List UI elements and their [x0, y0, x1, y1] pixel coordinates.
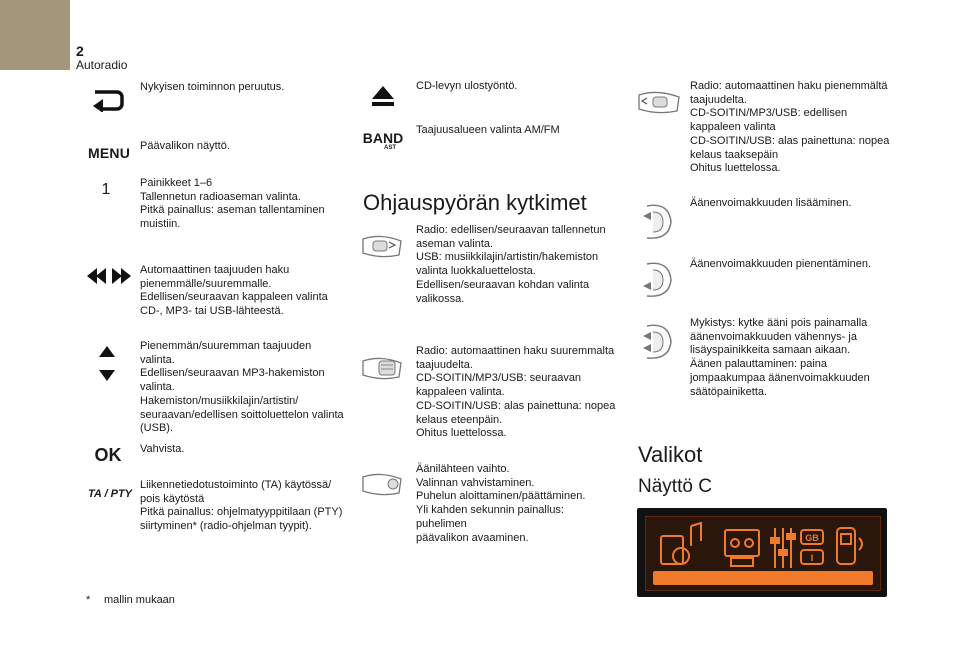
cassette-icon: [725, 530, 759, 566]
rewind-forward-icon: [86, 266, 132, 286]
menus-heading: Valikot: [638, 442, 703, 467]
display-label-i: I: [810, 553, 814, 563]
left-item-6: Liikennetiedotustoiminto (TA) käytössä/ pois käytöstä Pitkä painallus: ohjelmatyyppitilaan (PTY) siirtyminen* (radio-ohjelman tyypit).: [140, 479, 343, 533]
eject-icon: [370, 84, 396, 108]
left-item-3: Automaattinen taajuuden haku pienemmälle/suuremmalle. Edellisen/seuraavan kappaleen valinta CD-, MP3- tai USB-lähteestä.: [140, 264, 328, 318]
right-item-1: Äänenvoimakkuuden lisääminen.: [690, 197, 852, 209]
stalk-end-button-icon: [360, 470, 404, 498]
chapter-number: 2: [76, 43, 84, 59]
ta-pty-text-icon: TA / PTY: [88, 488, 132, 500]
return-arrow-icon: [88, 86, 128, 114]
ok-text-icon: OK: [94, 444, 122, 465]
right-item-0: Radio: automaattinen haku pienemmältä taajuudelta. CD-SOITIN/MP3/USB: edellisen kappaleen valinta CD-SOITIN/USB: alas painettuna: nopea kelaus taaksepäin Ohitus luettelossa.: [690, 80, 890, 175]
stalk-rotate-button-icon: [360, 354, 404, 382]
steering-heading: Ohjauspyörän kytkimet: [363, 190, 587, 215]
mute-stalk-icon: [638, 320, 678, 364]
volume-down-stalk-icon: [638, 258, 678, 302]
left-item-0: Nykyisen toiminnon peruutus.: [140, 81, 285, 93]
left-item-2: Painikkeet 1–6 Tallennetun radioaseman valinta. Pitkä painallus: aseman tallentaminen muistiin.: [140, 177, 325, 231]
section-title: Autoradio: [76, 58, 128, 72]
equalizer-sliders-icon: [771, 528, 795, 568]
mid-item-1: Taajuusalueen valinta AM/FM: [416, 124, 560, 136]
display-label-gb: GB: [805, 533, 819, 543]
phone-icon: [837, 528, 862, 564]
stalk-down-button-icon: [636, 88, 682, 116]
menu-text-icon: MENU: [87, 145, 131, 161]
steering-item-1: Radio: automaattinen haku suuremmalta taajuudelta. CD-SOITIN/MP3/USB: seuraavan kappaleen valinta. CD-SOITIN/USB: alas painettuna: nopea kelaus eteenpäin. Ohitus luettelossa.: [416, 345, 616, 440]
footnote: * mallin mukaan: [86, 594, 175, 606]
music-notes-icon: [661, 523, 701, 564]
volume-up-stalk-icon: [638, 200, 678, 244]
mid-item-0: CD-levyn ulostyöntö.: [416, 80, 518, 92]
left-item-4: Pienemmän/suuremman taajuuden valinta. Edellisen/seuraavan MP3-hakemiston valinta. Hakemiston/musiikkilajin/artistin/ seuraavan/edellisen soittoluettelon valinta (USB).: [140, 340, 344, 435]
band-text-icon: BAND AST: [362, 130, 404, 151]
up-down-arrows-icon: [96, 344, 118, 384]
menus-subheading: Näyttö C: [638, 476, 712, 497]
steering-item-2: Äänilähteen vaihto. Valinnan vahvistaminen. Puhelun aloittaminen/päättäminen. Yli kahden sekunnin painallus: puhelimen päävalikon avaaminen.: [416, 463, 586, 544]
chapter-tab: [0, 0, 70, 70]
display-c-screen: [637, 508, 887, 597]
right-item-3: Mykistys: kytke ääni pois painamalla äänenvoimakkuuden vähennys- ja lisäyspainikkeita samaan aikaan. Äänen palauttaminen: paina jompaakumpaa äänenvoimakkuuden säätöpainiketta.: [690, 317, 870, 398]
digit-icon: 1: [101, 181, 111, 198]
left-item-5: Vahvista.: [140, 443, 185, 455]
steering-item-0: Radio: edellisen/seuraavan tallennetun aseman valinta. USB: musiikkilajin/artistin/hakemiston valinta luokkaluettelosta. Edellisen/seuraavan kohdan valinta valikossa.: [416, 224, 606, 305]
stalk-top-button-icon: [360, 232, 404, 260]
left-item-1: Päävalikon näyttö.: [140, 140, 230, 152]
right-item-2: Äänenvoimakkuuden pienentäminen.: [690, 258, 872, 270]
